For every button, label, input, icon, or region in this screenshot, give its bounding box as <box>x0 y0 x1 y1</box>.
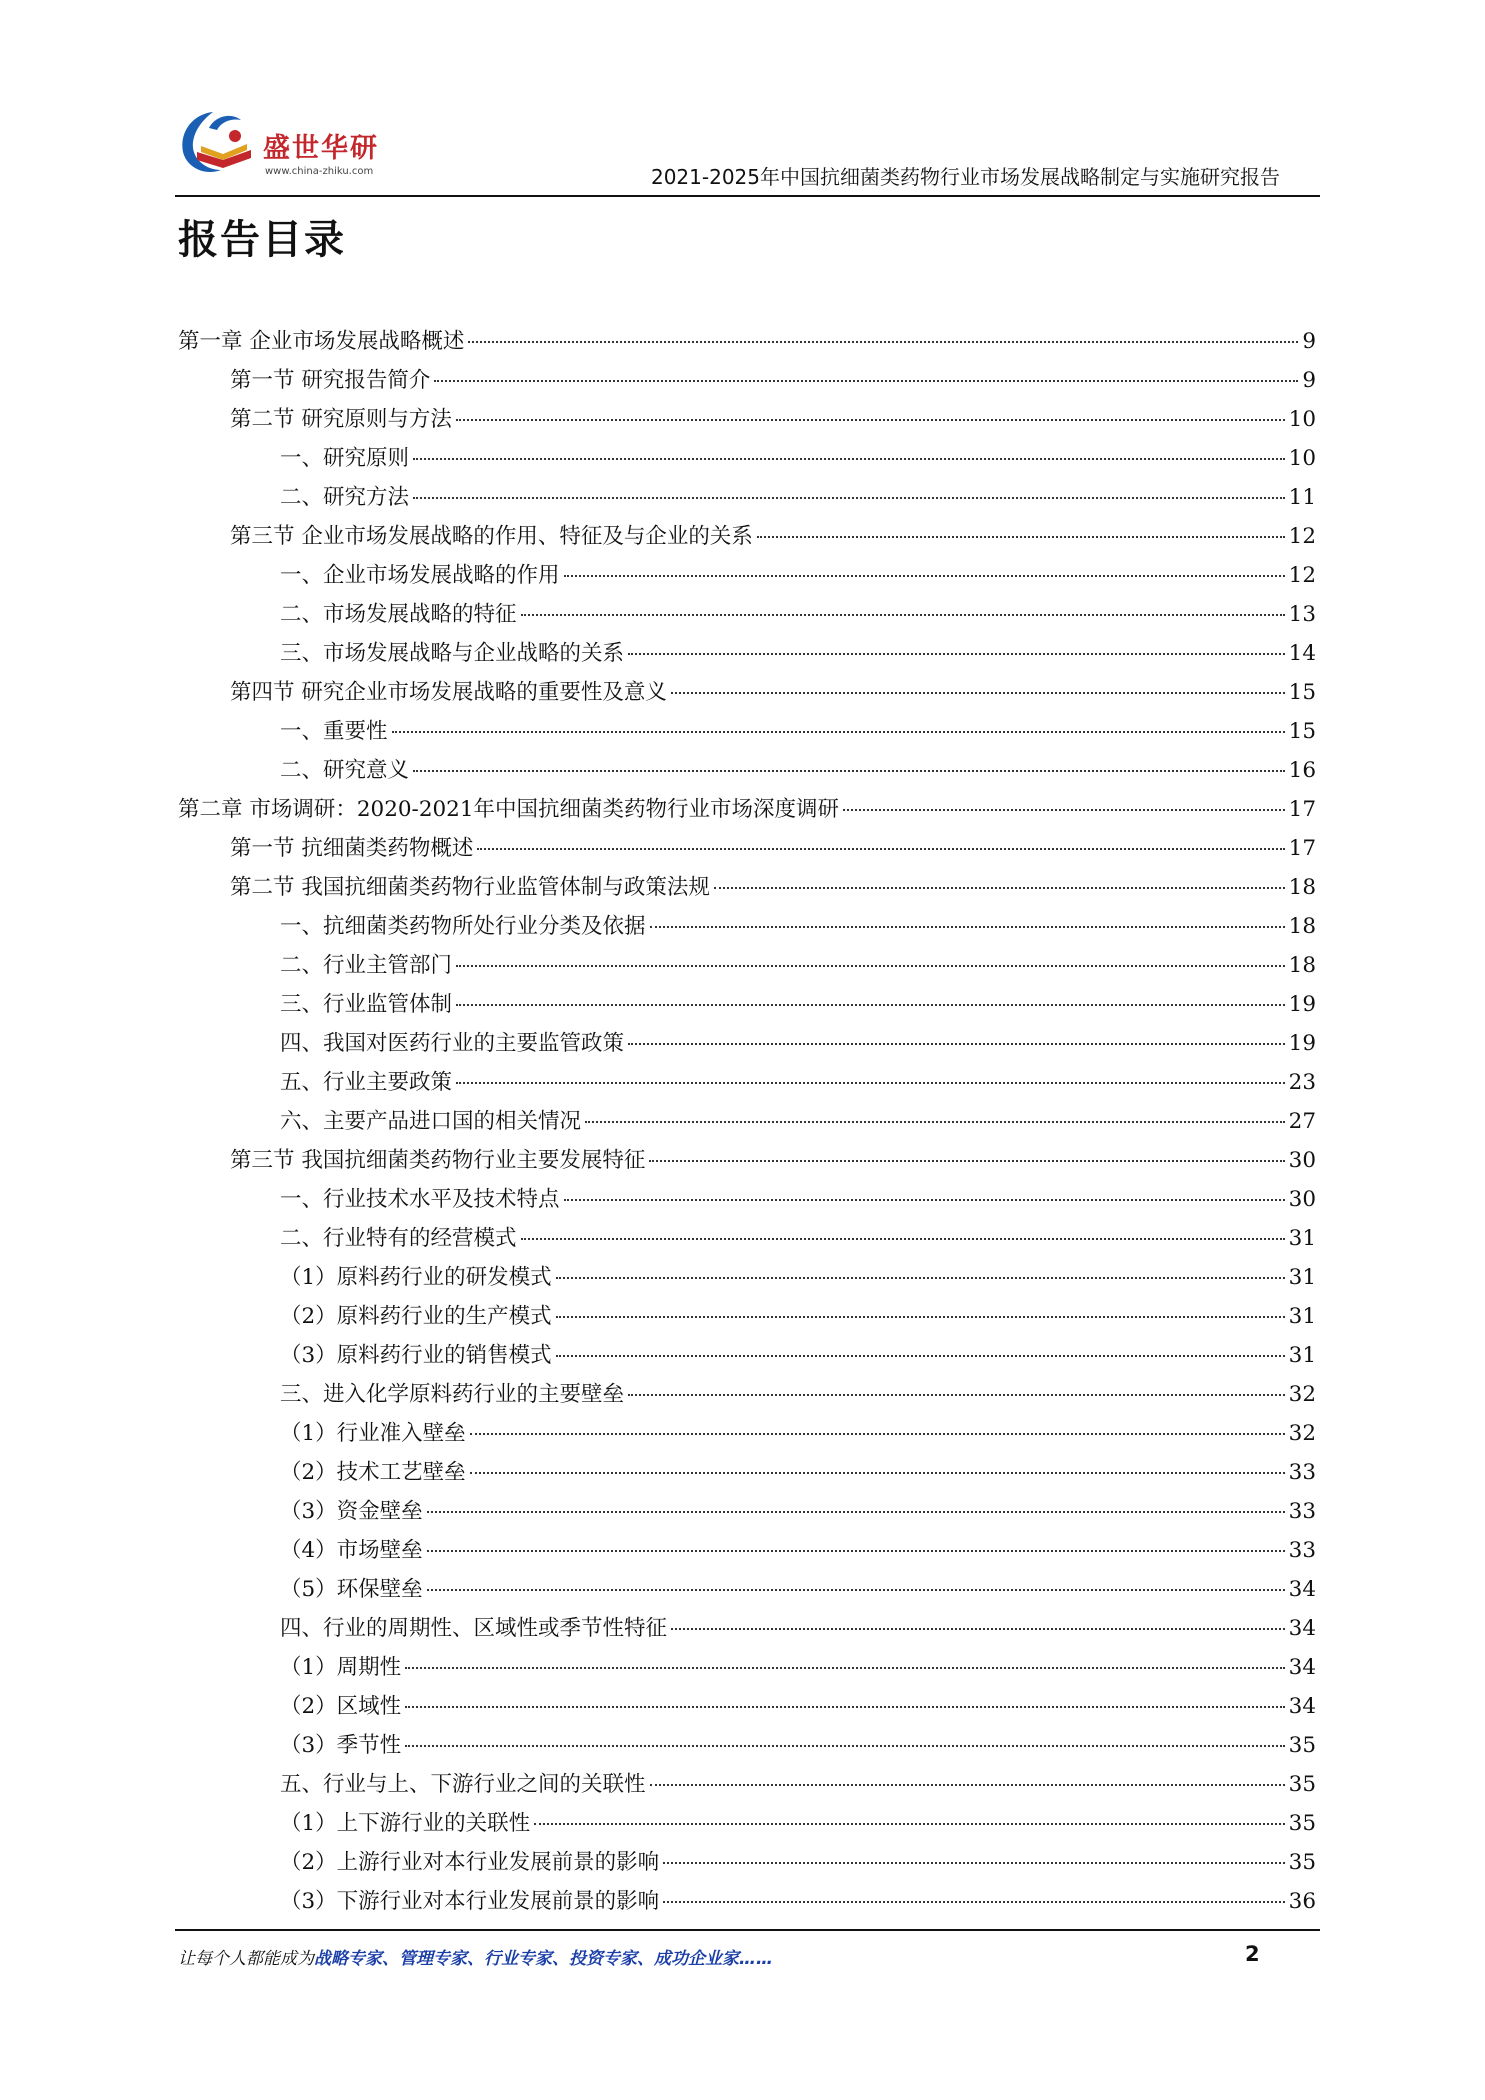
toc-entry[interactable] <box>178 948 1316 987</box>
toc-entry-label: 二、市场发展战略的特征 <box>280 602 517 627</box>
toc-dot-leader <box>628 1394 1285 1396</box>
toc-entry-label: （3）资金壁垒 <box>280 1499 423 1524</box>
toc-dot-leader <box>628 653 1285 655</box>
page-number: 2 <box>1245 1942 1260 1966</box>
toc-entry-label: 第一节 抗细菌类药物概述 <box>230 836 474 861</box>
toc-dot-leader <box>456 1004 1285 1006</box>
toc-entry-page: 31 <box>1288 1226 1316 1251</box>
toc-entry-page: 32 <box>1288 1421 1316 1446</box>
toc-entry[interactable] <box>178 1650 1316 1689</box>
toc-entry-page: 10 <box>1288 446 1316 471</box>
toc-entry-label: （3）季节性 <box>280 1733 402 1758</box>
toc-entry-page: 14 <box>1288 641 1316 666</box>
toc-entry-label: 第三节 我国抗细菌类药物行业主要发展特征 <box>230 1148 646 1173</box>
toc-entry[interactable] <box>178 1026 1316 1065</box>
toc-entry-label: （4）市场壁垒 <box>280 1538 423 1563</box>
toc-entry-page: 12 <box>1288 524 1316 549</box>
toc-entry[interactable] <box>178 1065 1316 1104</box>
toc-dot-leader <box>434 380 1298 382</box>
toc-entry[interactable] <box>178 1884 1316 1923</box>
toc-dot-leader <box>714 887 1285 889</box>
toc-entry-label: （3）下游行业对本行业发展前景的影响 <box>280 1889 660 1914</box>
toc-entry-page: 35 <box>1288 1733 1316 1758</box>
toc-dot-leader <box>427 1511 1285 1513</box>
toc-dot-leader <box>477 848 1284 850</box>
toc-entry-page: 18 <box>1288 953 1316 978</box>
toc-entry-page: 34 <box>1288 1694 1316 1719</box>
toc-entry-label: （1）原料药行业的研发模式 <box>280 1265 552 1290</box>
toc-entry-label: 第三节 企业市场发展战略的作用、特征及与企业的关系 <box>230 524 753 549</box>
toc-entry[interactable] <box>178 792 1316 831</box>
toc-entry[interactable] <box>178 909 1316 948</box>
toc-dot-leader <box>556 1355 1285 1357</box>
toc-entry[interactable] <box>178 1455 1316 1494</box>
toc-entry[interactable] <box>178 870 1316 909</box>
toc-entry-label: 三、市场发展战略与企业战略的关系 <box>280 641 625 666</box>
toc-dot-leader <box>521 614 1285 616</box>
logo-emblem-icon <box>175 100 265 190</box>
toc-dot-leader <box>427 1589 1285 1591</box>
toc-entry-label: 三、行业监管体制 <box>280 992 453 1017</box>
toc-entry[interactable] <box>178 480 1316 519</box>
toc-entry[interactable] <box>178 1728 1316 1767</box>
toc-entry[interactable] <box>178 675 1316 714</box>
toc-dot-leader <box>413 497 1285 499</box>
toc-entry[interactable] <box>178 558 1316 597</box>
toc-entry-label: 一、抗细菌类药物所处行业分类及依据 <box>280 914 646 939</box>
toc-dot-leader <box>392 731 1285 733</box>
company-logo <box>175 100 425 190</box>
toc-entry-label: 第二节 研究原则与方法 <box>230 407 452 432</box>
toc-dot-leader <box>468 341 1298 343</box>
toc-entry[interactable] <box>178 597 1316 636</box>
toc-entry-label: （2）上游行业对本行业发展前景的影响 <box>280 1850 660 1875</box>
toc-entry-page: 10 <box>1288 407 1316 432</box>
toc-entry-page: 9 <box>1302 368 1316 393</box>
toc-entry-page: 33 <box>1288 1499 1316 1524</box>
toc-entry-label: 五、行业主要政策 <box>280 1070 453 1095</box>
toc-entry-page: 33 <box>1288 1460 1316 1485</box>
toc-entry[interactable] <box>178 1377 1316 1416</box>
toc-dot-leader <box>456 419 1285 421</box>
toc-dot-leader <box>564 1199 1285 1201</box>
toc-entry-page: 34 <box>1288 1577 1316 1602</box>
toc-dot-leader <box>456 1082 1285 1084</box>
footer-slogan <box>178 1944 1278 1974</box>
toc-entry[interactable] <box>178 1689 1316 1728</box>
toc-entry[interactable] <box>178 636 1316 675</box>
toc-entry[interactable] <box>178 753 1316 792</box>
toc-entry-label: （1）周期性 <box>280 1655 402 1680</box>
toc-dot-leader <box>663 1862 1284 1864</box>
toc-entry-page: 15 <box>1288 680 1316 705</box>
toc-dot-leader <box>663 1901 1284 1903</box>
toc-entry-page: 18 <box>1288 914 1316 939</box>
toc-dot-leader <box>413 770 1285 772</box>
toc-entry[interactable] <box>178 519 1316 558</box>
toc-entry[interactable] <box>178 1143 1316 1182</box>
page-header <box>175 100 1320 196</box>
toc-entry-page: 18 <box>1288 875 1316 900</box>
toc-entry-label: 第四节 研究企业市场发展战略的重要性及意义 <box>230 680 667 705</box>
toc-dot-leader <box>628 1043 1285 1045</box>
toc-entry[interactable] <box>178 1182 1316 1221</box>
table-of-contents <box>178 324 1316 1923</box>
toc-entry-page: 31 <box>1288 1304 1316 1329</box>
toc-dot-leader <box>534 1823 1284 1825</box>
toc-entry-page: 31 <box>1288 1343 1316 1368</box>
logo-name: 盛世华研 <box>263 133 379 164</box>
toc-entry-page: 35 <box>1288 1811 1316 1836</box>
toc-entry-page: 17 <box>1288 836 1316 861</box>
toc-entry-label: 四、我国对医药行业的主要监管政策 <box>280 1031 625 1056</box>
toc-entry-page: 33 <box>1288 1538 1316 1563</box>
toc-entry-label: （3）原料药行业的销售模式 <box>280 1343 552 1368</box>
toc-dot-leader <box>556 1277 1285 1279</box>
toc-dot-leader <box>650 1784 1285 1786</box>
toc-entry-label: 二、行业主管部门 <box>280 953 453 978</box>
slogan-prefix: 让每个人都能成为 <box>178 1949 314 1969</box>
toc-dot-leader <box>470 1472 1285 1474</box>
toc-entry-label: 四、行业的周期性、区域性或季节性特征 <box>280 1616 668 1641</box>
toc-dot-leader <box>585 1121 1285 1123</box>
toc-entry-page: 35 <box>1288 1850 1316 1875</box>
toc-entry-label: 一、企业市场发展战略的作用 <box>280 563 560 588</box>
toc-entry[interactable] <box>178 1494 1316 1533</box>
toc-entry-page: 30 <box>1288 1187 1316 1212</box>
toc-dot-leader <box>671 692 1285 694</box>
toc-entry-label: （1）上下游行业的关联性 <box>280 1811 531 1836</box>
toc-dot-leader <box>564 575 1285 577</box>
toc-entry-page: 34 <box>1288 1655 1316 1680</box>
toc-entry[interactable] <box>178 1299 1316 1338</box>
toc-entry-label: 一、研究原则 <box>280 446 410 471</box>
toc-entry[interactable] <box>178 441 1316 480</box>
toc-entry[interactable] <box>178 1806 1316 1845</box>
toc-entry[interactable] <box>178 363 1316 402</box>
toc-entry-label: 第一节 研究报告简介 <box>230 368 431 393</box>
toc-entry-page: 13 <box>1288 602 1316 627</box>
toc-entry-label: （2）区域性 <box>280 1694 402 1719</box>
header-divider <box>175 195 1320 197</box>
toc-entry[interactable] <box>178 1416 1316 1455</box>
toc-entry-page: 12 <box>1288 563 1316 588</box>
toc-entry-page: 11 <box>1288 485 1316 510</box>
toc-dot-leader <box>671 1628 1285 1630</box>
page-title: 报告目录 <box>178 217 346 263</box>
toc-entry[interactable] <box>178 987 1316 1026</box>
toc-entry-label: 三、进入化学原料药行业的主要壁垒 <box>280 1382 625 1407</box>
toc-entry-label: （5）环保壁垒 <box>280 1577 423 1602</box>
toc-entry-label: （2）技术工艺壁垒 <box>280 1460 466 1485</box>
toc-entry-label: 五、行业与上、下游行业之间的关联性 <box>280 1772 646 1797</box>
toc-entry[interactable] <box>178 1845 1316 1884</box>
toc-entry-page: 32 <box>1288 1382 1316 1407</box>
toc-entry-page: 35 <box>1288 1772 1316 1797</box>
footer-divider <box>175 1929 1320 1931</box>
toc-entry[interactable] <box>178 1572 1316 1611</box>
toc-entry[interactable] <box>178 714 1316 753</box>
toc-dot-leader <box>470 1433 1285 1435</box>
toc-dot-leader <box>843 809 1285 811</box>
toc-dot-leader <box>650 926 1285 928</box>
toc-entry[interactable] <box>178 1260 1316 1299</box>
toc-entry-page: 9 <box>1302 329 1316 354</box>
toc-entry-page: 16 <box>1288 758 1316 783</box>
toc-entry-page: 31 <box>1288 1265 1316 1290</box>
toc-entry-page: 27 <box>1288 1109 1316 1134</box>
toc-dot-leader <box>649 1160 1284 1162</box>
toc-entry-label: 二、研究方法 <box>280 485 410 510</box>
toc-entry[interactable] <box>178 1767 1316 1806</box>
toc-entry-label: 六、主要产品进口国的相关情况 <box>280 1109 582 1134</box>
toc-dot-leader <box>405 1667 1284 1669</box>
report-title: 2021-2025年中国抗细菌类药物行业市场发展战略制定与实施研究报告 <box>650 165 1280 189</box>
toc-entry[interactable] <box>178 1221 1316 1260</box>
toc-dot-leader <box>405 1745 1284 1747</box>
logo-url: www.china-zhiku.com <box>265 166 374 177</box>
toc-entry-label: 一、行业技术水平及技术特点 <box>280 1187 560 1212</box>
toc-entry-label: 第一章 企业市场发展战略概述 <box>178 329 465 354</box>
toc-entry-page: 15 <box>1288 719 1316 744</box>
toc-dot-leader <box>757 536 1285 538</box>
toc-entry-label: （2）原料药行业的生产模式 <box>280 1304 552 1329</box>
toc-entry[interactable] <box>178 324 1316 363</box>
toc-entry-page: 17 <box>1288 797 1316 822</box>
toc-dot-leader <box>456 965 1285 967</box>
toc-entry-page: 36 <box>1288 1889 1316 1914</box>
toc-entry-page: 30 <box>1288 1148 1316 1173</box>
toc-entry[interactable] <box>178 1611 1316 1650</box>
toc-entry-page: 19 <box>1288 1031 1316 1056</box>
toc-dot-leader <box>413 458 1285 460</box>
toc-entry-label: （1）行业准入壁垒 <box>280 1421 466 1446</box>
toc-entry-label: 二、行业特有的经营模式 <box>280 1226 517 1251</box>
toc-entry-label: 二、研究意义 <box>280 758 410 783</box>
toc-dot-leader <box>556 1316 1285 1318</box>
toc-entry[interactable] <box>178 831 1316 870</box>
toc-entry-label: 第二节 我国抗细菌类药物行业监管体制与政策法规 <box>230 875 710 900</box>
toc-entry[interactable] <box>178 1104 1316 1143</box>
toc-entry[interactable] <box>178 1533 1316 1572</box>
toc-entry-label: 一、重要性 <box>280 719 388 744</box>
slogan-highlight: 战略专家、管理专家、行业专家、投资专家、成功企业家…… <box>314 1949 773 1969</box>
toc-dot-leader <box>427 1550 1285 1552</box>
toc-entry-label: 第二章 市场调研：2020-2021年中国抗细菌类药物行业市场深度调研 <box>178 797 840 822</box>
toc-dot-leader <box>521 1238 1285 1240</box>
toc-dot-leader <box>405 1706 1284 1708</box>
toc-entry-page: 34 <box>1288 1616 1316 1641</box>
toc-entry-page: 19 <box>1288 992 1316 1017</box>
toc-entry[interactable] <box>178 402 1316 441</box>
toc-entry[interactable] <box>178 1338 1316 1377</box>
toc-entry-page: 23 <box>1288 1070 1316 1095</box>
